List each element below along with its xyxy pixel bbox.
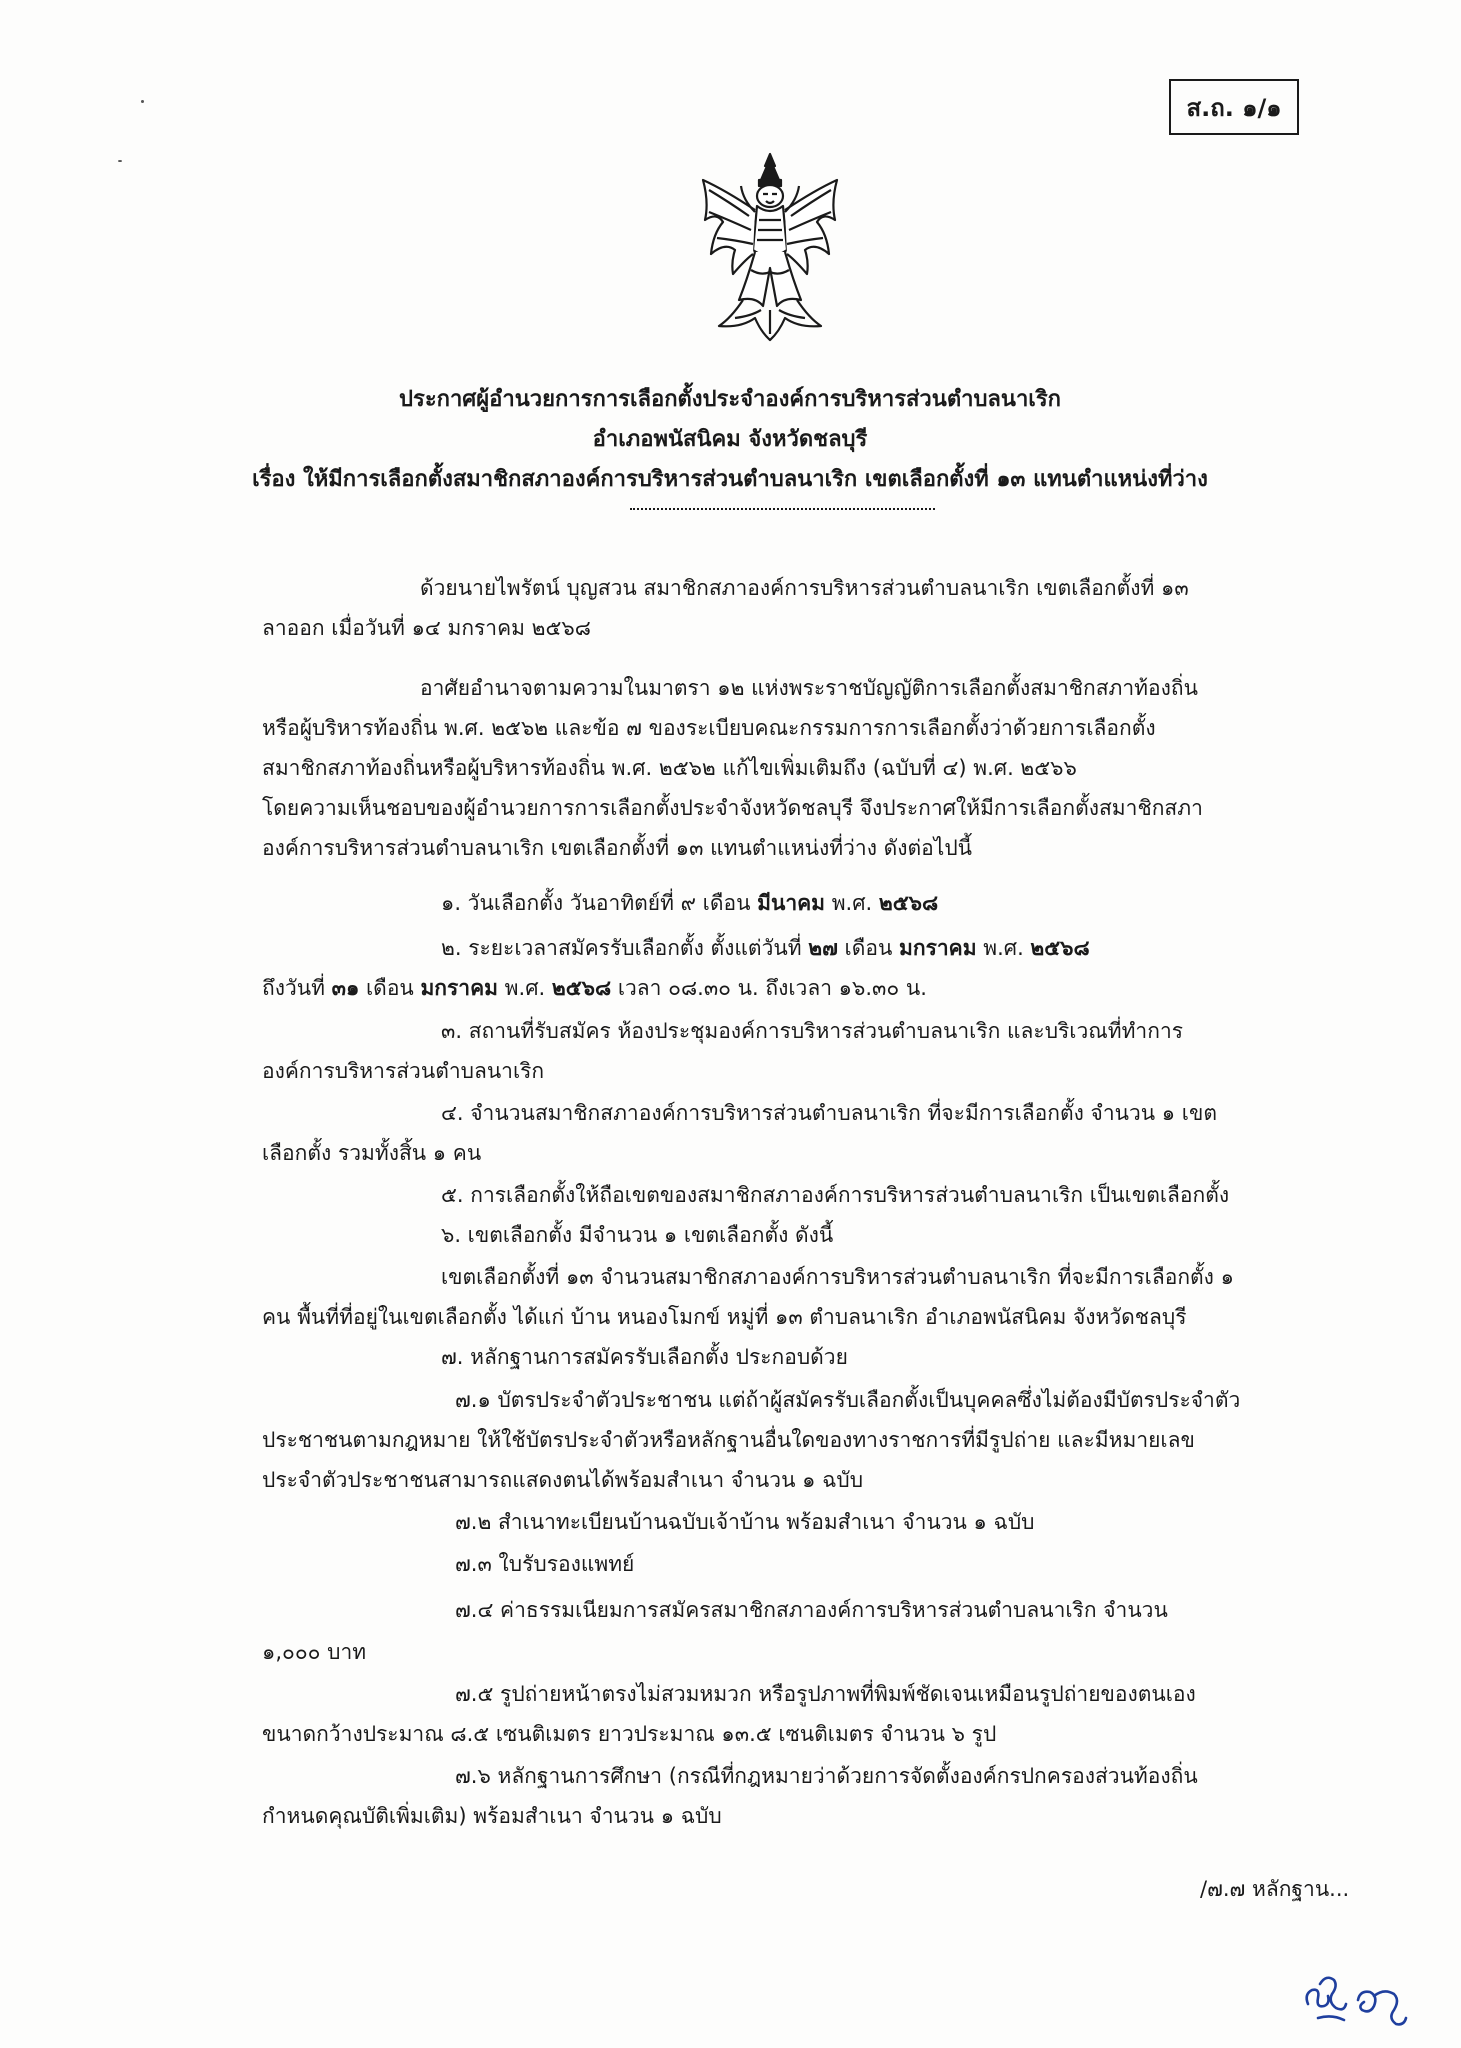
list-item: คน พื้นที่ที่อยู่ในเขตเลือกตั้ง ได้แก่ บ้าน หนองโมกข์ หมู่ที่ ๑๓ ตำบลนาเริก อำเภอพนัสนิคม จังหวัดชลบุรี [262, 1305, 1187, 1329]
list-item-application-period [441, 933, 1090, 963]
paragraph-line: อาศัยอำนาจตามความในมาตรา ๑๒ แห่งพระราชบัญญัติการเลือกตั้งสมาชิกสภาท้องถิ่น [420, 676, 1198, 700]
list-item: เลือกตั้ง รวมทั้งสิ้น ๑ คน [262, 1141, 482, 1165]
paragraph-line: สมาชิกสภาท้องถิ่นหรือผู้บริหารท้องถิ่น พ.ศ. ๒๕๖๒ แก้ไขเพิ่มเติมถึง (ฉบับที่ ๔) พ.ศ. ๒๕๖๖ [262, 756, 1077, 780]
text-run: มกราคม [899, 936, 977, 960]
text-run: ๒๕๖๘ [551, 976, 612, 1000]
list-item: เขตเลือกตั้งที่ ๑๓ จำนวนสมาชิกสภาองค์การบริหารส่วนตำบลนาเริก ที่จะมีการเลือกตั้ง ๑ [441, 1265, 1234, 1289]
list-item: ๗.๒ สำเนาทะเบียนบ้านฉบับเจ้าบ้าน พร้อมสำเนา จำนวน ๑ ฉบับ [455, 1510, 1035, 1534]
list-item: ๗.๑ บัตรประจำตัวประชาชน แต่ถ้าผู้สมัครรับเลือกตั้งเป็นบุคคลซึ่งไม่ต้องมีบัตรประจำตัว [455, 1388, 1241, 1412]
text-run: ๒๗ [808, 936, 838, 960]
text-run: ถึงวันที่ [262, 976, 332, 1000]
list-item: ๗.๖ หลักฐานการศึกษา (กรณีที่กฎหมายว่าด้วยการจัดตั้งองค์กรปกครองส่วนท้องถิ่น [455, 1764, 1198, 1788]
text-run: มีนาคม [757, 891, 826, 915]
paragraph-line: โดยความเห็นชอบของผู้อำนวยการการเลือกตั้งประจำจังหวัดชลบุรี จึงประกาศให้มีการเลือกตั้งสมาชิกสภา [262, 796, 1203, 820]
list-item: ๖. เขตเลือกตั้ง มีจำนวน ๑ เขตเลือกตั้ง ดังนี้ [441, 1223, 834, 1247]
text-run: เดือน [837, 936, 900, 960]
text-run: เดือน [359, 976, 421, 1000]
paragraph-line: องค์การบริหารส่วนตำบลนาเริก เขตเลือกตั้งที่ ๑๓ แทนตำแหน่งที่ว่าง ดังต่อไปนี้ [262, 836, 973, 860]
text-run: ๒๕๖๘ [878, 891, 939, 915]
header-district: อำเภอพนัสนิคม จังหวัดชลบุรี [592, 427, 868, 452]
header-title: ประกาศผู้อำนวยการการเลือกตั้งประจำองค์การบริหารส่วนตำบลนาเริก [399, 387, 1061, 412]
list-item: ขนาดกว้างประมาณ ๘.๕ เซนติเมตร ยาวประมาณ ๑๓.๕ เซนติเมตร จำนวน ๖ รูป [262, 1722, 997, 1746]
list-item: กำหนดคุณบัติเพิ่มเติม) พร้อมสำเนา จำนวน ๑ ฉบับ [262, 1804, 722, 1828]
list-item: ๗.๔ ค่าธรรมเนียมการสมัครสมาชิกสภาองค์การบริหารส่วนตำบลนาเริก จำนวน [455, 1598, 1168, 1622]
form-code-box: ส.ถ. ๑/๑ [1169, 79, 1299, 135]
text-run: เวลา ๐๘.๓๐ น. ถึงเวลา ๑๖.๓๐ น. [611, 976, 927, 1000]
list-item: ๑,๐๐๐ บาท [262, 1640, 367, 1664]
scan-speck [118, 160, 122, 162]
text-run: พ.ศ. [825, 891, 879, 915]
list-item: ๓. สถานที่รับสมัคร ห้องประชุมองค์การบริหารส่วนตำบลนาเริก และบริเวณที่ทำการ [441, 1019, 1184, 1043]
header-subject: เรื่อง ให้มีการเลือกตั้งสมาชิกสภาองค์การบริหารส่วนตำบลนาเริก เขตเลือกตั้งที่ ๑๓ แทนตำแหน่งที่ว่าง [252, 467, 1208, 492]
text-run: มกราคม [420, 976, 498, 1000]
paragraph-line: ด้วยนายไพรัตน์ บุญสวน สมาชิกสภาองค์การบริหารส่วนตำบลนาเริก เขตเลือกตั้งที่ ๑๓ [420, 576, 1189, 600]
text-run: พ.ศ. [498, 976, 552, 1000]
handwritten-signature [1300, 1960, 1410, 2030]
page-continuation: /๗.๗ หลักฐาน... [1200, 1877, 1350, 1901]
paragraph-line: หรือผู้บริหารท้องถิ่น พ.ศ. ๒๕๖๒ และข้อ ๗ ของระเบียบคณะกรรมการการเลือกตั้งว่าด้วยการเลือกตั้ง [262, 716, 1156, 740]
list-item: ๗.๓ ใบรับรองแพทย์ [455, 1552, 635, 1576]
scan-speck [141, 100, 144, 103]
list-item: ๗.๕ รูปถ่ายหน้าตรงไม่สวมหมวก หรือรูปภาพที่พิมพ์ชัดเจนเหมือนรูปถ่ายของตนเอง [455, 1682, 1196, 1706]
text-run: ๑. วันเลือกตั้ง วันอาทิตย์ที่ ๙ เดือน [441, 891, 758, 915]
list-item: องค์การบริหารส่วนตำบลนาเริก [262, 1059, 545, 1083]
text-run: ๓๑ [331, 976, 360, 1000]
list-item: ประชาชนตามกฎหมาย ให้ใช้บัตรประจำตัวหรือหลักฐานอื่นใดของทางราชการที่มีรูปถ่าย และมีหมายเลข [262, 1428, 1195, 1452]
list-item: ประจำตัวประชาชนสามารถแสดงตนได้พร้อมสำเนา จำนวน ๑ ฉบับ [262, 1468, 864, 1492]
text-run: พ.ศ. [976, 936, 1031, 960]
paragraph-line: ลาออก เมื่อวันที่ ๑๔ มกราคม ๒๕๖๘ [262, 616, 591, 640]
garuda-emblem-icon [695, 150, 845, 342]
list-item-application-period-end [262, 973, 927, 1003]
announcement-header [180, 380, 1280, 500]
list-item: ๗. หลักฐานการสมัครรับเลือกตั้ง ประกอบด้วย [441, 1345, 848, 1369]
text-run: ๒. ระยะเวลาสมัครรับเลือกตั้ง ตั้งแต่วันที่ [441, 936, 809, 960]
list-item-election-date [441, 888, 938, 918]
text-run: ๒๕๖๘ [1030, 936, 1090, 960]
list-item: ๕. การเลือกตั้งให้ถือเขตของสมาชิกสภาองค์การบริหารส่วนตำบลนาเริก เป็นเขตเลือกตั้ง [441, 1183, 1230, 1207]
list-item: ๔. จำนวนสมาชิกสภาองค์การบริหารส่วนตำบลนาเริก ที่จะมีการเลือกตั้ง จำนวน ๑ เขต [441, 1101, 1217, 1125]
header-dotted-rule [630, 508, 935, 510]
